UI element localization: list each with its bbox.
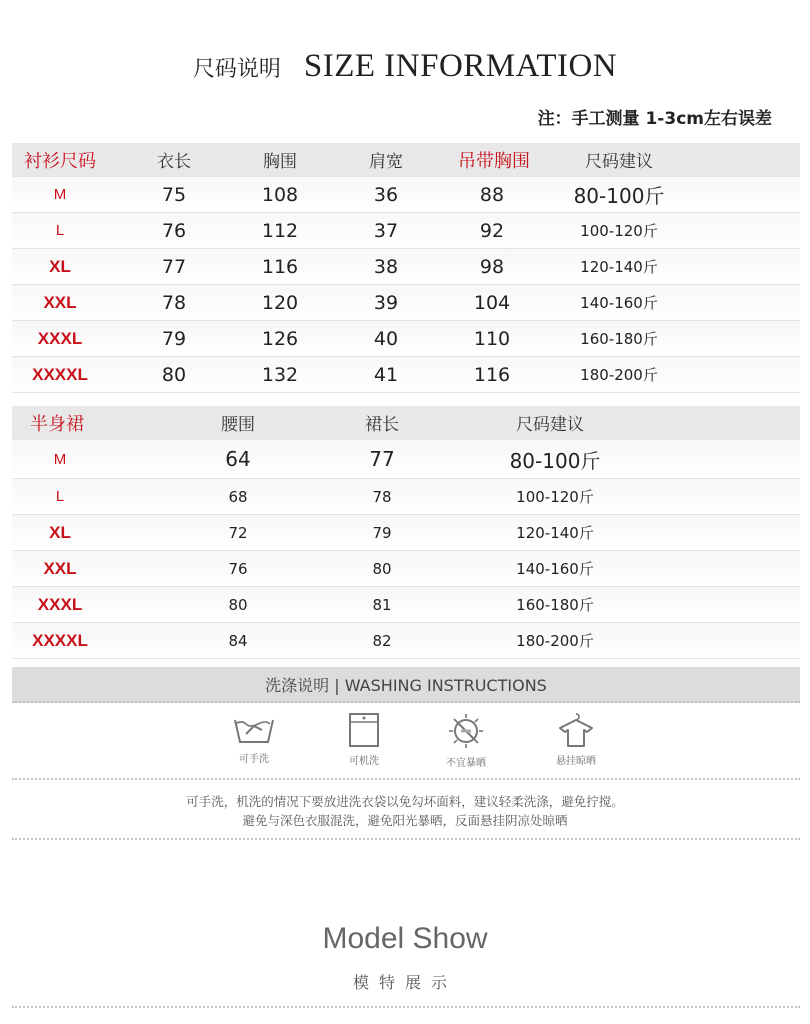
skirt-length-cell: 78 [372,487,392,506]
machine-wash-icon [346,712,382,748]
page-title [0,48,810,85]
suggestion-cell: 140-160斤 [516,560,594,578]
suggestion-cell: 120-140斤 [516,524,594,542]
cami-chest-cell: 110 [473,327,511,350]
size-cell: M [53,186,67,203]
skirt-size-table [12,406,800,659]
header-cell: 裙长 [365,415,399,435]
model-show-subtitle: 模特展示 [352,973,457,992]
size-cell: XL [49,256,71,276]
suggestion-cell: 100-120斤 [516,488,594,506]
washing-text-line-2: 避免与深色衣服混洗，避免阳光暴晒，反面悬挂阴凉处晾晒 [242,813,568,828]
suggestion-cell: 100-120斤 [580,222,658,240]
skirt-length-cell: 80 [372,559,392,578]
suggestion-cell: 160-180斤 [580,330,658,348]
table-row [12,622,800,659]
length-cell: 76 [161,219,187,242]
shoulder-cell: 39 [373,291,399,314]
no-sun-icon [447,712,485,750]
icon-label: 不宜暴晒 [446,758,486,769]
cami-chest-cell: 98 [479,255,505,278]
size-cell: XXXXL [32,630,88,650]
header-cell: 衣长 [157,152,191,172]
divider [12,1006,800,1008]
table-row [12,176,800,212]
chest-cell: 112 [261,219,299,242]
table-row [12,586,800,622]
model-show-title: Model Show [322,922,488,955]
icon-label: 悬挂晾晒 [556,756,596,767]
table-row [12,439,800,478]
no-sun-item [426,712,506,769]
chest-cell: 108 [261,183,299,206]
table-row [12,248,800,284]
table-header [12,143,800,176]
header-cell: 肩宽 [369,152,403,172]
shirt-size-table [12,143,800,393]
waist-cell: 64 [225,447,251,471]
size-cell: XXXL [37,328,83,348]
shoulder-cell: 37 [373,219,399,242]
header-cell: 尺码建议 [516,415,584,435]
icon-label: 可机洗 [349,756,379,767]
waist-cell: 80 [228,595,248,614]
shoulder-cell: 40 [373,327,399,350]
table-row [12,356,800,393]
shoulder-cell: 36 [373,183,399,206]
size-cell: XXL [43,558,77,578]
suggestion-cell: 80-100斤 [509,448,601,473]
skirt-length-cell: 79 [372,523,392,542]
suggestion-cell: 180-200斤 [516,632,594,650]
cami-chest-cell: 92 [479,219,505,242]
hand-wash-icon [232,712,276,746]
length-cell: 78 [161,291,187,314]
length-cell: 75 [161,183,187,206]
skirt-length-cell: 82 [372,631,392,650]
title-en: SIZE INFORMATION [303,48,618,84]
size-cell: M [53,450,67,468]
chest-cell: 116 [261,255,299,278]
table-row [12,284,800,320]
washing-icons [0,712,810,774]
cami-chest-cell: 88 [479,183,505,206]
chest-cell: 126 [261,327,299,350]
header-cell: 尺码建议 [585,152,653,172]
length-cell: 79 [161,327,187,350]
washing-text-line-1: 可手洗，机洗的情况下要放进洗衣袋以免勾坏面料，建议轻柔洗涤，避免拧搅。 [186,794,624,809]
title-cn: 尺码说明 [192,57,281,82]
cami-chest-cell: 104 [473,291,511,314]
size-cell: L [55,222,65,239]
suggestion-cell: 180-200斤 [580,366,658,384]
header-cell: 胸围 [263,152,297,172]
table-row [12,514,800,550]
divider [12,838,800,840]
waist-cell: 68 [228,487,248,506]
shoulder-cell: 41 [373,363,399,386]
size-cell: XL [49,522,71,542]
size-cell: L [55,488,65,505]
chest-cell: 132 [261,363,299,386]
skirt-length-cell: 81 [372,595,392,614]
table-row [12,320,800,356]
length-cell: 77 [161,255,187,278]
waist-cell: 84 [228,631,248,650]
skirt-length-cell: 77 [369,447,395,471]
hand-wash-item [214,712,294,765]
hang-dry-item [536,712,616,767]
washing-title-bar: 洗涤说明 | WASHING INSTRUCTIONS [12,667,800,703]
chest-cell: 120 [261,291,299,314]
header-cell: 吊带胸围 [458,150,530,172]
shoulder-cell: 38 [373,255,399,278]
suggestion-cell: 160-180斤 [516,596,594,614]
suggestion-cell: 140-160斤 [580,294,658,312]
divider [12,778,800,780]
table-header [12,406,800,439]
hang-dry-icon [556,712,596,748]
machine-wash-item [324,712,404,767]
size-cell: XXXL [37,594,83,614]
size-cell: XXL [43,292,77,312]
header-cell: 腰围 [221,415,255,435]
measurement-note: 注：手工测量 1-3cm左右误差 [537,109,772,129]
waist-cell: 72 [228,523,248,542]
waist-cell: 76 [228,559,248,578]
length-cell: 80 [161,363,187,386]
size-cell: XXXXL [32,364,88,384]
icon-label: 可手洗 [239,754,269,765]
header-cell: 衬衫尺码 [24,150,96,172]
suggestion-cell: 120-140斤 [580,258,658,276]
table-row [12,212,800,248]
cami-chest-cell: 116 [473,363,511,386]
table-row [12,550,800,586]
suggestion-cell: 80-100斤 [573,184,665,208]
table-row [12,478,800,514]
header-cell: 半身裙 [30,413,84,435]
